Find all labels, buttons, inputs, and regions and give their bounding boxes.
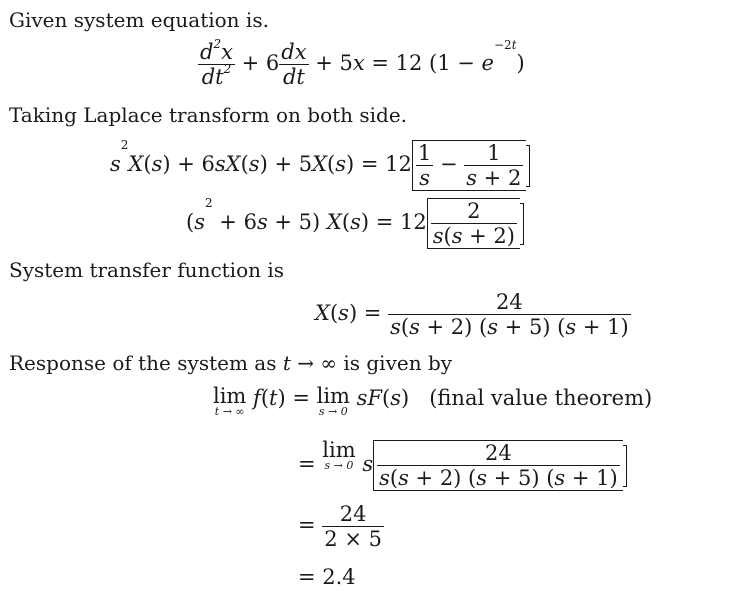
text-transfer: System transfer function is xyxy=(9,258,285,282)
equation-simplify: = $\frac{24}{2 \times 5}$ xyxy=(298,502,382,552)
equation-limit: = lim s → 0 s $\frac{24}{s(s + 2) (s + 5) (s + 1)}$ xyxy=(298,440,627,491)
equation-differential: $\frac{d^2x}{dt^2}$ + 6 $\frac{dx}{dt}$ + 5x = 12 $(1 - e^{-2t})$ xyxy=(200,37,525,90)
equation-final-value: lim t → ∞ f(t) = lim s → 0 sF(s) (final value theorem) xyxy=(213,384,653,418)
final-value-note: (final value theorem) xyxy=(429,386,653,410)
equation-result: = 2.4 xyxy=(298,565,356,589)
equation-transfer: X(s) = $\frac{24}{s(s + 2) (s + 5) (s + 1)}$ xyxy=(315,290,629,340)
equation-factored: $(s^2 + 6s + 5) X(s) = 12$ $\frac{2}{s(s + 2)}$ xyxy=(186,198,524,249)
text-given: Given system equation is. xyxy=(9,8,269,32)
text-laplace: Taking Laplace transform on both side. xyxy=(9,103,408,127)
text-response: Response of the system as t → ∞ is given by xyxy=(9,351,453,375)
equation-laplace: $s^2X(s) + 6sX(s) + 5X(s) = 12$ $\frac{1}{s}$ − $\frac{1}{s + 2}$ xyxy=(110,140,530,191)
